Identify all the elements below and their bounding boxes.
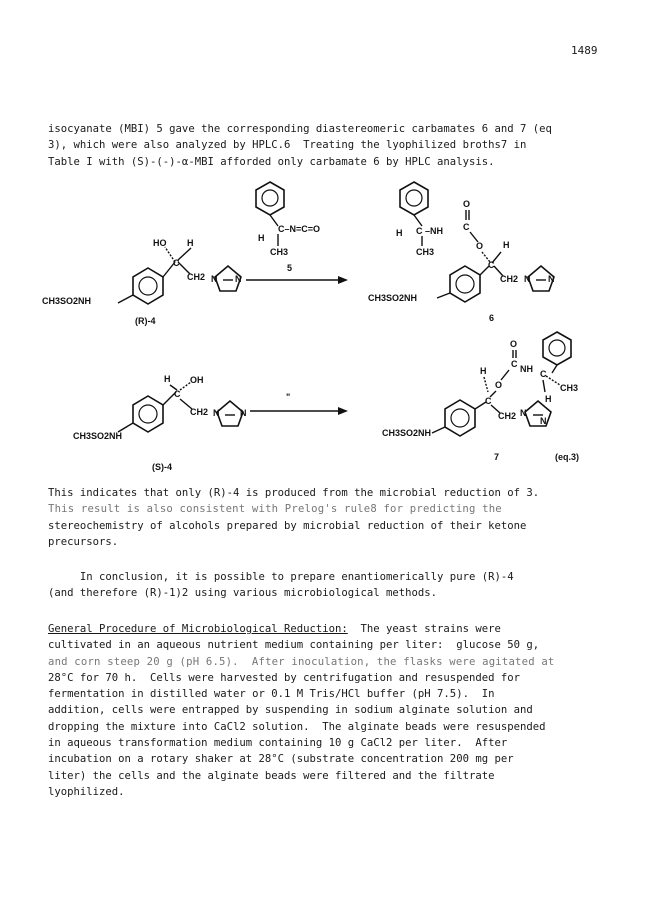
benzene-ring bbox=[256, 182, 284, 215]
text-line: in aqueous transformation medium containing 10 g CaCl2 per liter. After bbox=[48, 737, 508, 750]
carbon-label: C bbox=[485, 396, 492, 406]
methylene-label: CH2 bbox=[498, 411, 517, 421]
text-line: 28°C for 70 h. Cells were harvested by centrifugation and resuspended for bbox=[48, 671, 520, 684]
sulfonamide-label: CH3SO2NH bbox=[382, 428, 432, 438]
carbon-label: C bbox=[488, 260, 495, 270]
hydrogen-label: H bbox=[396, 228, 403, 238]
nitrogen-label: N bbox=[524, 274, 531, 284]
text-line: dropping the mixture into CaCl2 solution. The alginate beads were resuspended bbox=[48, 720, 546, 733]
carbon-label: C bbox=[174, 389, 181, 399]
text-line: liter) the cells and the alginate beads were filtered and the filtrate bbox=[48, 769, 495, 782]
equation-label: (eq.3) bbox=[555, 452, 580, 462]
benzene-ring bbox=[400, 182, 428, 215]
benzene-ring bbox=[450, 266, 480, 302]
benzene-ring bbox=[445, 400, 475, 436]
nitrogen-label: N bbox=[211, 274, 218, 284]
carbon-label: C bbox=[540, 369, 547, 379]
text-line: isocyanate (MBI) 5 gave the corresponding diastereomeric carbamates 6 and 7 (eq bbox=[48, 123, 552, 135]
paragraph-conclusion bbox=[48, 569, 628, 602]
text-line: This result is also consistent with Prelog's rule8 for predicting the bbox=[48, 503, 502, 516]
methylene-label: CH2 bbox=[187, 272, 206, 282]
carbonyl-oxygen-label: O bbox=[510, 339, 518, 349]
carbon-label: C bbox=[173, 258, 180, 268]
methylene-label: CH2 bbox=[190, 407, 209, 417]
benzene-ring bbox=[133, 268, 163, 304]
amide-label: –NH bbox=[425, 226, 444, 236]
text-line: Table I with (S)-(-)-α-MBI afforded only carbamate 6 by HPLC analysis. bbox=[48, 155, 495, 168]
page-number: 1489 bbox=[571, 44, 598, 57]
sulfonamide-label: CH3SO2NH bbox=[368, 293, 418, 303]
compound-label-r4: (R)-4 bbox=[135, 316, 156, 326]
oxygen-label: O bbox=[495, 380, 503, 390]
text-line: cultivated in an aqueous nutrient medium containing per liter: glucose 50 g, bbox=[48, 639, 540, 652]
carbon-label: C bbox=[511, 359, 518, 369]
hydrogen-label: H bbox=[164, 374, 171, 384]
ditto-mark: " bbox=[286, 392, 291, 402]
text-line: addition, cells were entrapped by suspending in sodium alginate solution and bbox=[48, 704, 533, 717]
compound-label-7: 7 bbox=[494, 452, 500, 462]
benzene-ring bbox=[133, 396, 163, 432]
sulfonamide-label: CH3SO2NH bbox=[73, 431, 123, 441]
carbonyl-oxygen-label: O bbox=[463, 199, 471, 209]
carbon-label: C bbox=[416, 226, 423, 236]
imidazole-ring bbox=[525, 401, 551, 426]
hydroxyl-label: OH bbox=[190, 375, 204, 385]
carbon-label: C bbox=[463, 222, 470, 232]
hydrogen-label: H bbox=[187, 238, 194, 248]
hydroxyl-label: HO bbox=[153, 238, 167, 248]
nitrogen-label: N bbox=[240, 408, 247, 418]
methyl-label: CH3 bbox=[270, 247, 289, 257]
nitrogen-label: N bbox=[548, 274, 555, 284]
nitrogen-label: N bbox=[520, 408, 527, 418]
text-line: and corn steep 20 g (pH 6.5). After inoculation, the flasks were agitated at bbox=[48, 655, 555, 668]
amide-label: NH bbox=[520, 364, 533, 374]
paragraph-general-procedure bbox=[48, 621, 628, 800]
hydrogen-label: H bbox=[545, 394, 552, 404]
benzene-ring bbox=[543, 332, 571, 365]
methyl-label: CH3 bbox=[416, 247, 435, 257]
compound-label-6: 6 bbox=[489, 313, 495, 323]
nitrogen-label: N bbox=[213, 408, 220, 418]
methylene-label: CH2 bbox=[500, 274, 519, 284]
hydrogen-label: H bbox=[258, 233, 265, 243]
nitrogen-label: N bbox=[540, 416, 547, 426]
text-line: 3), which were also analyzed by HPLC.6 Treating the lyophilized broths7 in bbox=[48, 139, 527, 152]
text-line: fermentation in distilled water or 0.1 M Tris/HCl buffer (pH 7.5). In bbox=[48, 688, 495, 701]
text-line: (and therefore (R)-1)2 using various microbiological methods. bbox=[48, 587, 438, 600]
compound-label-5: 5 bbox=[287, 263, 293, 273]
text-line bbox=[48, 621, 628, 637]
text-line: incubation on a rotary shaker at 28°C (substrate concentration 200 mg per bbox=[48, 753, 514, 766]
section-heading: General Procedure of Microbiological Reduction: bbox=[48, 623, 348, 635]
compound-label-s4: (S)-4 bbox=[152, 462, 172, 472]
methyl-label: CH3 bbox=[560, 383, 579, 393]
hydrogen-label: H bbox=[480, 366, 487, 376]
text-line: This indicates that only (R)-4 is produced from the microbial reduction of 3. bbox=[48, 487, 540, 499]
text-line: In conclusion, it is possible to prepare enantiomerically pure (R)-4 bbox=[48, 571, 514, 583]
text-line: precursors. bbox=[48, 535, 119, 548]
text-line: lyophilized. bbox=[48, 785, 125, 798]
paragraph-prelog bbox=[48, 485, 628, 550]
isocyanate-label: C–N=C=O bbox=[278, 224, 321, 234]
sulfonamide-label: CH3SO2NH bbox=[42, 296, 92, 306]
nitrogen-label: N bbox=[235, 274, 242, 284]
text-span: The yeast strains were bbox=[347, 623, 501, 635]
oxygen-label: O bbox=[476, 241, 484, 251]
text-line: stereochemistry of alcohols prepared by microbial reduction of their ketone bbox=[48, 519, 527, 532]
hydrogen-label: H bbox=[503, 240, 510, 250]
